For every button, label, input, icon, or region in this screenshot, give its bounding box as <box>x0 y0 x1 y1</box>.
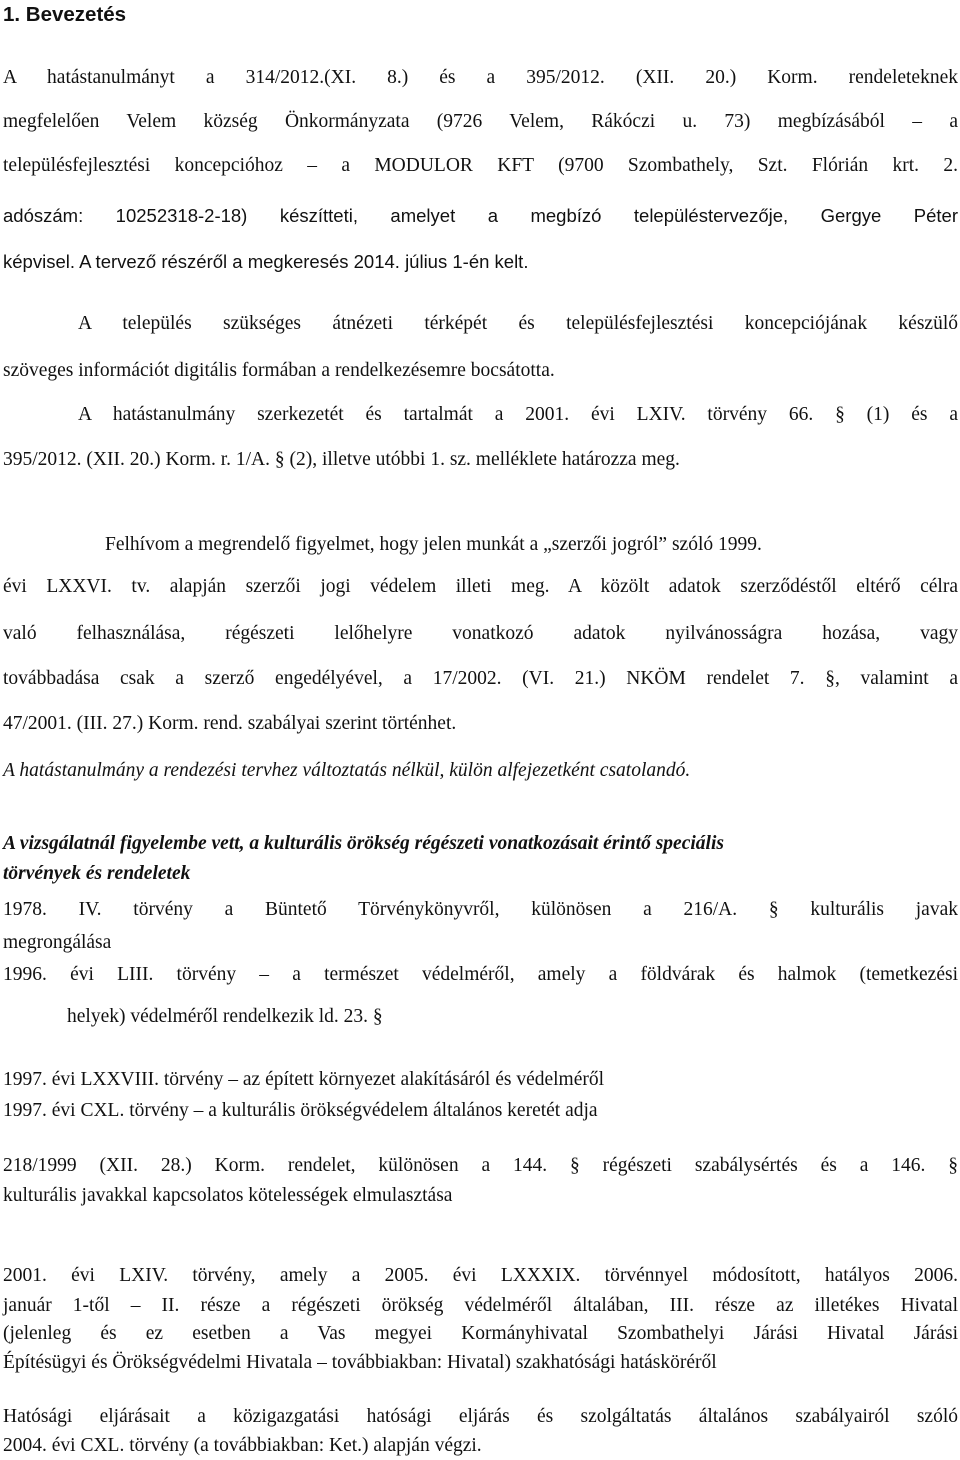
text-line: 1997. évi CXL. törvény – a kulturális örökségvédelem általános keretét adja <box>3 1100 598 1121</box>
text-line: való felhasználása, régészeti lelőhelyre vonatkozó adatok nyilvánosságra hozása, vagy <box>3 623 958 644</box>
text-line: 395/2012. (XII. 20.) Korm. r. 1/A. § (2), illetve utóbbi 1. sz. melléklete határozza meg. <box>3 449 680 470</box>
text-line: Felhívom a megrendelő figyelmet, hogy jelen munkát a „szerzői jogról” szóló 1999. <box>105 534 762 555</box>
text-line: kulturális javakkal kapcsolatos kötelességek elmulasztása <box>3 1185 453 1206</box>
text-line: 1978. IV. törvény a Büntető Törvénykönyvről, különösen a 216/A. § kulturális javak <box>3 899 958 920</box>
text-line: A hatástanulmány szerkezetét és tartalmát a 2001. évi LXIV. törvény 66. § (1) és a <box>78 404 958 425</box>
text-line: 1996. évi LIII. törvény – a természet védelméről, amely a földvárak és halmok (temetkezési <box>3 964 958 985</box>
text-line: évi LXXVI. tv. alapján szerzői jogi védelem illeti meg. A közölt adatok szerződéstől eltérő célra <box>3 576 958 597</box>
heading-line: A vizsgálatnál figyelembe vett, a kulturális örökség régészeti vonatkozásait érintő speciális <box>3 833 724 854</box>
text-line: Építésügyi és Örökségvédelmi Hivatala – továbbiakban: Hivatal) szakhatósági hatásköréről <box>3 1352 717 1373</box>
text-line: adószám: 10252318-2-18) készítteti, amelyet a megbízó településtervezője, Gergye Péter <box>3 205 958 226</box>
text-line: továbbadása csak a szerző engedélyével, a 17/2002. (VI. 21.) NKÖM rendelet 7. §, valamint a <box>3 668 958 689</box>
attachment-note: A hatástanulmány a rendezési tervhez változtatás nélkül, külön alfejezetként csatolandó. <box>3 760 691 781</box>
text-line: 2004. évi CXL. törvény (a továbbiakban: Ket.) alapján végzi. <box>3 1435 482 1456</box>
text-line: megfelelően Velem község Önkormányzata (9726 Velem, Rákóczi u. 73) megbízásából – a <box>3 111 958 132</box>
section-heading: 1. Bevezetés <box>3 3 127 26</box>
text-line: A település szükséges átnézeti térképét és településfejlesztési koncepciójának készülő <box>78 313 958 334</box>
text-line: január 1-től – II. része a régészeti örökség védelméről általában, III. része az illetékes Hivatal <box>3 1295 958 1316</box>
text-line: A hatástanulmányt a 314/2012.(XI. 8.) és a 395/2012. (XII. 20.) Korm. rendeleteknek <box>3 67 958 88</box>
text-line: helyek) védelméről rendelkezik ld. 23. § <box>67 1006 383 1027</box>
text-line: (jelenleg és ez esetben a Vas megyei Kormányhivatal Szombathelyi Járási Hivatal Járási <box>3 1323 958 1344</box>
text-line: 2001. évi LXIV. törvény, amely a 2005. évi LXXXIX. törvénnyel módosított, hatályos 2006. <box>3 1265 958 1286</box>
text-line: megrongálása <box>3 932 112 953</box>
text-line: Hatósági eljárásait a közigazgatási hatósági eljárás és szolgáltatás általános szabályairól szóló <box>3 1406 958 1427</box>
text-line: 218/1999 (XII. 28.) Korm. rendelet, különösen a 144. § régészeti szabálysértés és a 146. § <box>3 1155 958 1176</box>
text-line: 1997. évi LXXVIII. törvény – az épített környezet alakításáról és védelméről <box>3 1069 605 1090</box>
text-line: szöveges információt digitális formában a rendelkezésemre bocsátotta. <box>3 360 555 381</box>
text-line: településfejlesztési koncepcióhoz – a MODULOR KFT (9700 Szombathely, Szt. Flórián krt. 2. <box>3 155 958 176</box>
text-line: képvisel. A tervező részéről a megkeresés 2014. július 1-én kelt. <box>3 251 529 272</box>
heading-line: törvények és rendeletek <box>3 863 191 884</box>
text-line: 47/2001. (III. 27.) Korm. rend. szabályai szerint történhet. <box>3 713 457 734</box>
